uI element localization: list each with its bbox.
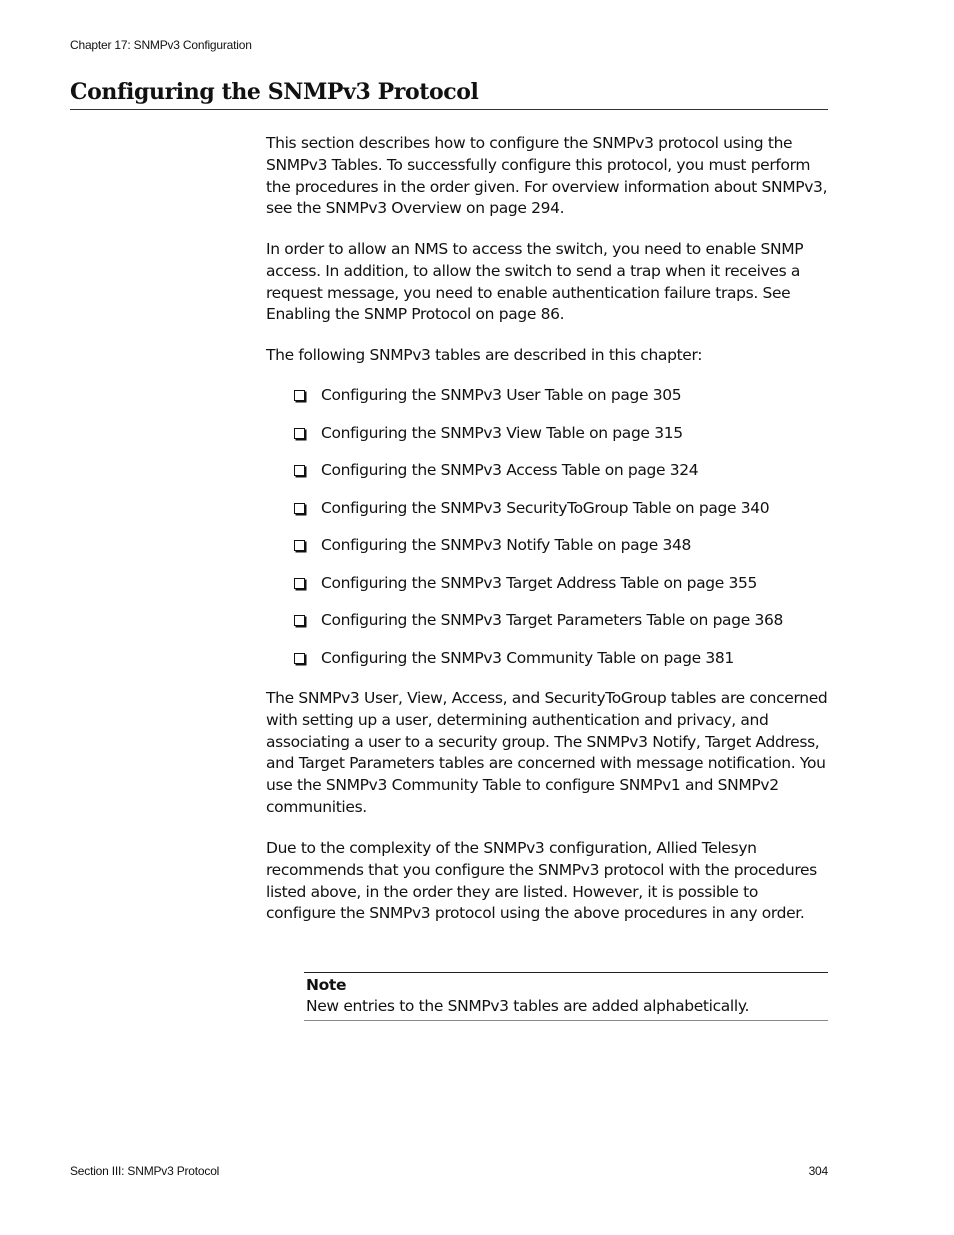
tables-purpose-paragraph: The SNMPv3 User, View, Access, and SecurityToGroup tables are concerned with setting up a user, determining authentication and privacy, and associating a user to a security group. The SNMPv3 Notify, Target Address, and Target Parameters tables are concerned with message notification. You use the SNMPv3 Community Table to configure SNMPv1 and SNMPv2 communities.	[266, 689, 828, 816]
list-item-label: Configuring the SNMPv3 Notify Table on page 348	[321, 536, 692, 554]
checkbox-icon	[294, 615, 305, 626]
page-number: 304	[808, 1164, 828, 1178]
list-item-label: Configuring the SNMPv3 Access Table on page 324	[321, 461, 699, 479]
tables-intro-paragraph: The following SNMPv3 tables are described in this chapter:	[266, 346, 703, 364]
title-divider	[70, 109, 828, 110]
list-item	[294, 572, 854, 610]
list-item-label: Configuring the SNMPv3 Community Table on page 381	[321, 648, 734, 667]
list-item	[294, 422, 854, 460]
list-item	[294, 609, 854, 647]
list-item-label: Configuring the SNMPv3 User Table on page 305	[321, 386, 682, 404]
note-box	[304, 972, 828, 1021]
access-paragraph: In order to allow an NMS to access the switch, you need to enable SNMP access. In addition, to allow the switch to send a trap when it receives a request message, you need to enable authentication failure traps. See Enabling the SNMP Protocol on page 86.	[266, 240, 804, 324]
list-item	[294, 459, 854, 497]
list-item	[294, 647, 854, 685]
checkbox-icon	[294, 578, 305, 589]
checkbox-icon	[294, 428, 305, 439]
list-item-label: Configuring the SNMPv3 SecurityToGroup Table on page 340	[321, 498, 770, 517]
footer-section-label: Section III: SNMPv3 Protocol	[70, 1164, 220, 1178]
page-title: Configuring the SNMPv3 Protocol	[70, 79, 479, 105]
checkbox-icon	[294, 465, 305, 476]
table-list	[294, 384, 854, 684]
note-text: New entries to the SNMPv3 tables are added alphabetically.	[306, 997, 750, 1015]
list-item	[294, 534, 854, 572]
list-item	[294, 497, 854, 535]
list-item-label: Configuring the SNMPv3 View Table on page 315	[321, 423, 683, 442]
checkbox-icon	[294, 390, 305, 401]
list-item-label: Configuring the SNMPv3 Target Parameters Table on page 368	[321, 611, 783, 629]
checkbox-icon	[294, 540, 305, 551]
intro-paragraph: This section describes how to configure the SNMPv3 protocol using the SNMPv3 Tables. To successfully configure this protocol, you must perform the procedures in the order given. For overview information about SNMPv3, see the SNMPv3 Overview on page 294.	[266, 134, 828, 218]
ordering-paragraph: Due to the complexity of the SNMPv3 configuration, Allied Telesyn recommends that you configure the SNMPv3 protocol with the procedures listed above, in the order they are listed. However, it is possible to configure the SNMPv3 protocol using the above procedures in any order.	[266, 839, 817, 923]
checkbox-icon	[294, 503, 305, 514]
running-header: Chapter 17: SNMPv3 Configuration	[70, 38, 252, 52]
list-item	[294, 384, 854, 422]
checkbox-icon	[294, 653, 305, 664]
list-item-label: Configuring the SNMPv3 Target Address Table on page 355	[321, 573, 758, 592]
note-label: Note	[306, 976, 347, 994]
